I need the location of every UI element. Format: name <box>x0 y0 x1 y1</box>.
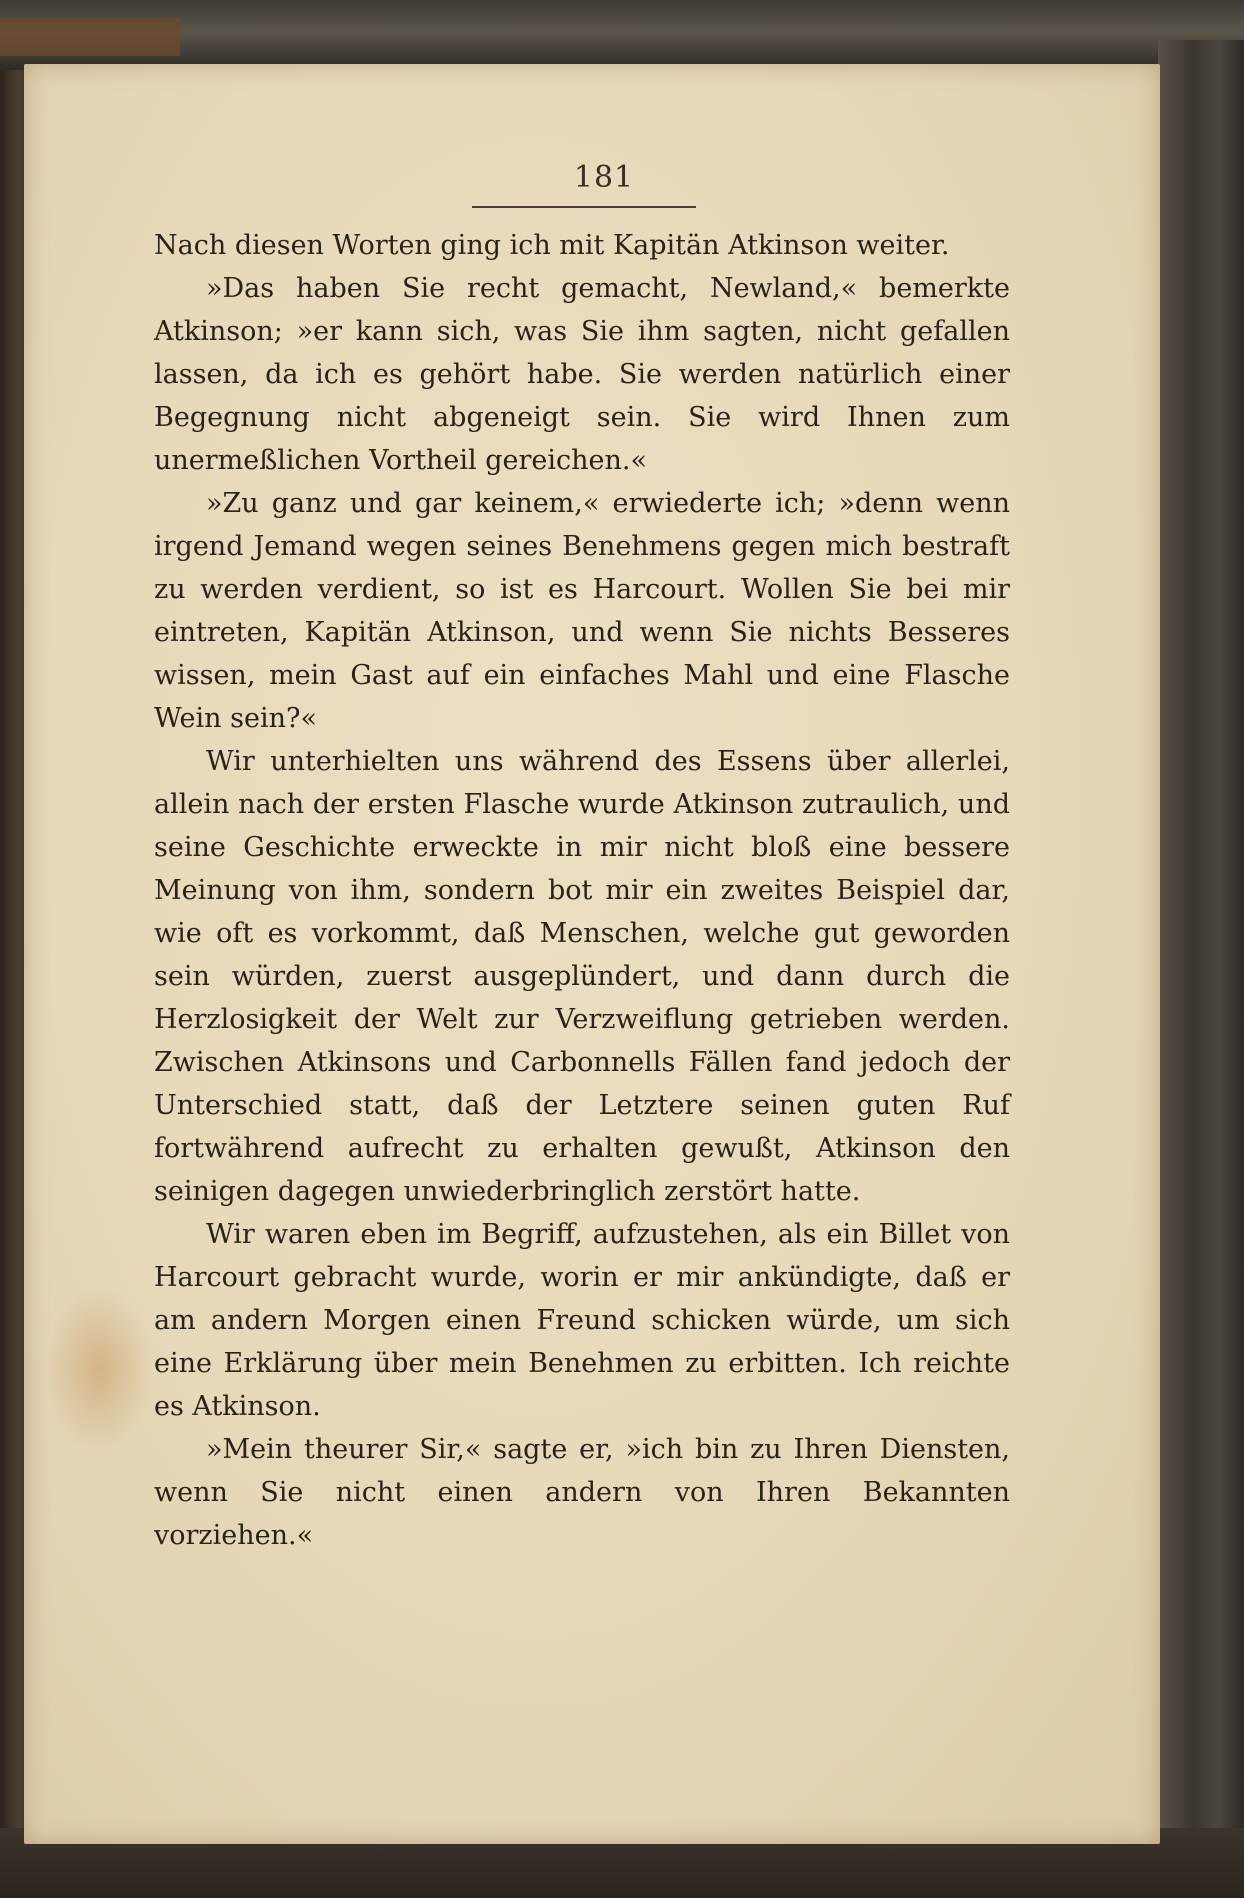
paragraph: Nach diesen Worten ging ich mit Kapitän Atkinson weiter. <box>154 230 950 261</box>
paragraph: Wir waren eben im Begriff, aufzustehen, als ein Billet von Harcourt gebracht wurde, worin er mir ankündigte, daß er am andern Morgen einen Freund schicken würde, um sich eine Erklärung über mein Benehmen zu erbitten. Ich reichte es Atkinson. <box>154 1219 1010 1422</box>
page-number: 181 <box>573 160 635 195</box>
paragraph: »Das haben Sie recht gemacht, Newland,« bemerkte Atkinson; »er kann sich, was Sie ihm sagten, nicht gefallen lassen, da ich es gehört habe. Sie werden natürlich einer Begegnung nicht abgeneigt sein. Sie wird Ihnen zum unermeßlichen Vortheil gereichen.« <box>154 273 1010 476</box>
paper-stain <box>44 1284 154 1454</box>
book-cover-edge <box>1158 40 1244 1898</box>
paragraph: »Zu ganz und gar keinem,« erwiederte ich; »denn wenn irgend Jemand wegen seines Benehmens gegen mich bestraft zu werden verdient, so ist es Harcourt. Wollen Sie bei mir eintreten, Kapitän Atkinson, und wenn Sie nichts Besseres wissen, mein Gast auf ein einfaches Mahl und eine Flasche Wein sein?« <box>154 488 1010 734</box>
book-top-edge <box>0 0 1244 70</box>
header-rule <box>472 206 696 208</box>
book-page <box>24 64 1160 1844</box>
paragraph: »Mein theurer Sir,« sagte er, »ich bin zu Ihren Diensten, wenn Sie nicht einen andern von Ihren Bekannten vorziehen.« <box>154 1434 1010 1551</box>
paragraph: Wir unterhielten uns während des Essens über allerlei, allein nach der ersten Flasche wurde Atkinson zutraulich, und seine Geschichte erweckte in mir nicht bloß eine bessere Meinung von ihm, sondern bot mir ein zweites Beispiel dar, wie oft es vorkommt, daß Menschen, welche gut geworden sein würden, zuerst ausgeplündert, und dann durch die Herzlosigkeit der Welt zur Verzweiflung getrieben werden. Zwischen Atkinsons und Carbonnells Fällen fand jedoch der Unterschied statt, daß der Letztere seinen guten Ruf fortwährend aufrecht zu erhalten gewußt, Atkinson den seinigen dagegen unwiederbringlich zerstört hatte. <box>154 746 1010 1207</box>
body-text <box>154 224 1010 1557</box>
